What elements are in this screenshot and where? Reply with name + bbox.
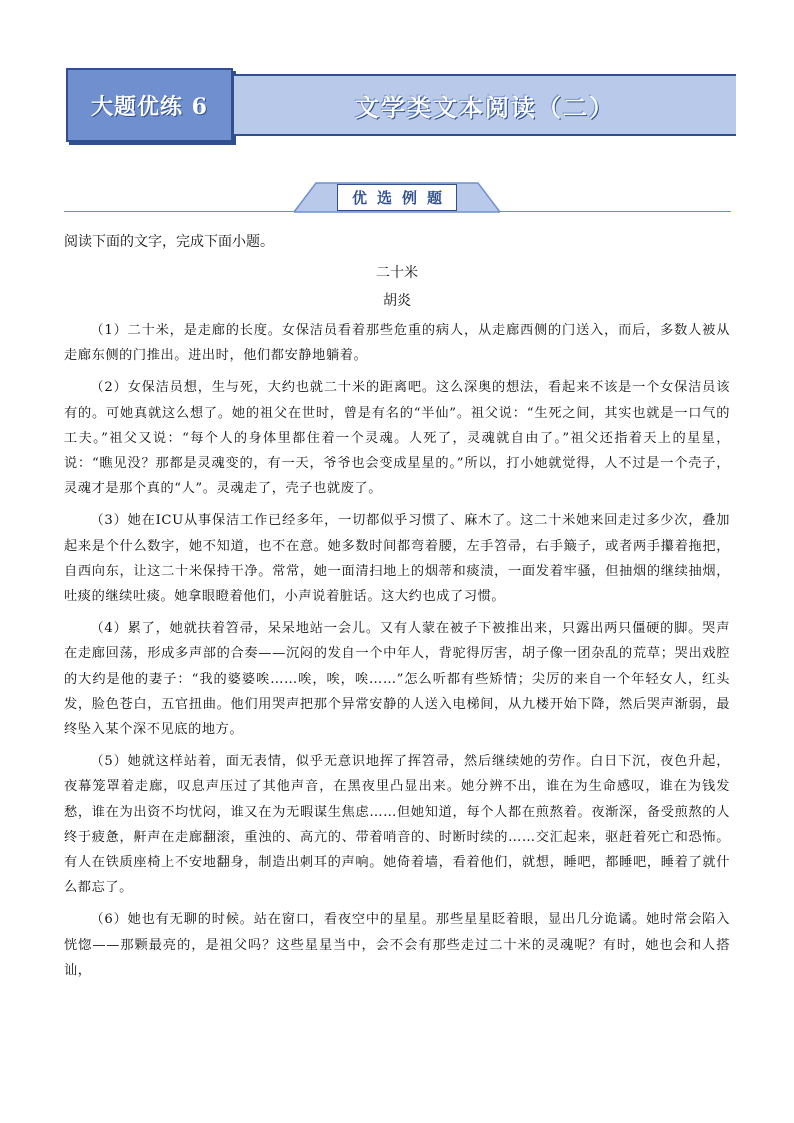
paragraph-4: （4）累了，她就扶着笤帚，呆呆地站一会儿。又有人蒙在被子下被推出来，只露出两只僵硬的脚。哭声在走廊回荡，形成多声部的合奏——沉闷的发自一个中年人，背驼得厉害，胡子像一团杂乱的荒草；哭出戏腔的大约是他的妻子：“我的婆婆唉……唉，唉，唉……”怎么听都有些矫情；尖厉的来自一个年轻女人，红头发，脸色苍白，五官扭曲。他们用哭声把那个异常安静的人送入电梯间，从九楼开始下降，然后哭声渐弱，最终坠入某个深不见底的地方。 <box>64 621 730 738</box>
paragraph-3: （3）她在ICU从事保洁工作已经多年，一切都似乎习惯了、麻木了。这二十米她来回走过多少次，叠加起来是个什么数字，她不知道，也不在意。她多数时间都弯着腰，左手笤帚，右手簸子，或者两手攥着拖把，自西向东，让这二十米保持干净。常常，她一面清扫地上的烟蒂和痰渍，一面发着牢骚，但抽烟的继续抽烟，吐痰的继续吐痰。她拿眼瞪着他们，小声说着脏话。这大约也成了习惯。 <box>64 513 730 605</box>
article-author: 胡炎 <box>383 293 411 309</box>
header-title-banner <box>234 74 736 136</box>
header-title: 文学类文本阅读（二） <box>355 92 615 122</box>
paragraph-5: （5）她就这样站着，面无表情，似乎无意识地挥了挥笤帚，然后继续她的劳作。白日下沉，夜色升起，夜幕笼罩着走廊，叹息声压过了其他声音，在黑夜里凸显出来。她分辨不出，谁在为生命感叹，谁在为钱发愁，谁在为出资不均忧闷，谁又在为无暇谋生焦虑……但她知道，每个人都在煎熬着。夜渐深，备受煎熬的人终于疲惫，鼾声在走廊翻滚，重浊的、高亢的、带着哨音的、时断时续的……交汇起来，驱赶着死亡和恐怖。有人在铁质座椅上不安地翻身，制造出刺耳的声响。她倚着墙，看着他们，就想，睡吧，都睡吧，睡着了就什么都忘了。 <box>64 754 730 896</box>
header-badge-label: 大题优练 6 <box>91 93 208 120</box>
article-title: 二十米 <box>376 265 418 281</box>
paragraph-1: （1）二十米，是走廊的长度。女保洁员看着那些危重的病人，从走廊西侧的门送入，而后，多数人被从走廊东侧的门推出。进出时，他们都安静地躺着。 <box>64 323 730 364</box>
paragraph-6: （6）她也有无聊的时候。站在窗口，看夜空中的星星。那些星星眨着眼，显出几分诡谲。她时常会陷入恍惚——那颗最亮的，是祖父吗？这些星星当中，会不会有那些走过二十米的灵魂呢？有时，她也会和人搭讪， <box>64 912 730 978</box>
section-tag <box>294 181 500 213</box>
header-badge <box>66 68 233 142</box>
page-header <box>66 68 736 142</box>
section-tag-label-wrap <box>294 181 500 213</box>
article-body <box>64 318 730 990</box>
paragraph-2: （2）女保洁员想，生与死，大约也就二十米的距离吧。这么深奥的想法，看起来不该是一个女保洁员该有的。可她真就这么想了。她的祖父在世时，曾是有名的“半仙”。祖父说：“生死之间，其实也就是一口气的工夫。”祖父又说：“每个人的身体里都住着一个灵魂。人死了，灵魂就自由了。”祖父还指着天上的星星，说：“瞧见没？那都是灵魂变的，有一天，爷爷也会变成星星的。”所以，打小她就觉得，人不过是一个壳子，灵魂才是那个真的“人”。灵魂走了，壳子也就废了。 <box>64 380 730 497</box>
section-tag-label: 优选例题 <box>337 184 457 211</box>
instruction-text: 阅读下面的文字，完成下面小题。 <box>64 234 274 250</box>
